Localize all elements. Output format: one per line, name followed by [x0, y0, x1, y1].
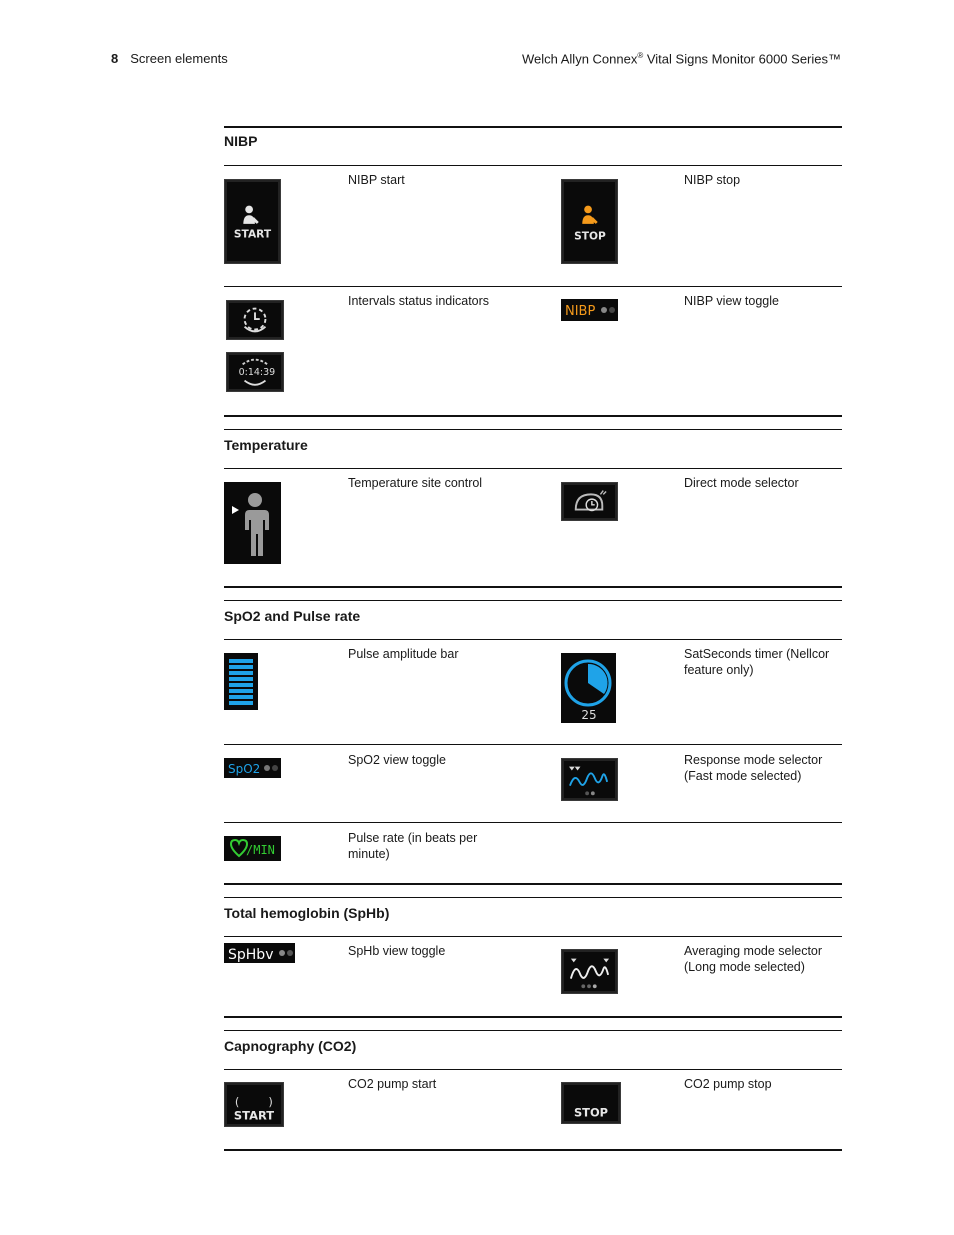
row-rule: [224, 936, 842, 937]
nibp-view-toggle-icon[interactable]: [561, 299, 618, 321]
spo2-toggle-label: SpO2: [228, 762, 261, 776]
stop-label: STOP: [574, 229, 606, 243]
section-title-co2: Capnography (CO2): [224, 1038, 357, 1054]
section-rule: [224, 1016, 842, 1018]
section-name: Screen elements: [130, 51, 228, 66]
desc-spo2-toggle: SpO2 view toggle: [348, 753, 446, 767]
section-rule: [224, 126, 842, 128]
desc-response-mode: Response mode selector (Fast mode selected): [684, 753, 823, 783]
pulse-rate-icon: [224, 836, 281, 861]
section-title-sphb: Total hemoglobin (SpHb): [224, 905, 390, 921]
direct-mode-icon[interactable]: [561, 482, 618, 521]
section-rule: [224, 883, 842, 885]
row-rule: [224, 286, 842, 287]
spo2-view-toggle-icon[interactable]: [224, 758, 281, 778]
sphb-view-toggle-icon[interactable]: [224, 943, 295, 963]
section-rule: [224, 897, 842, 898]
nibp-toggle-label: NIBP: [565, 304, 596, 319]
desc-nibp-stop: NIBP stop: [684, 173, 741, 187]
interval-clock-icon[interactable]: [226, 300, 284, 340]
desc-satseconds: SatSeconds timer (Nellcor feature only): [684, 647, 830, 677]
desc-co2-start: CO2 pump start: [348, 1077, 437, 1091]
desc-direct-mode: Direct mode selector: [684, 476, 799, 490]
row-rule: [224, 744, 842, 745]
page-header-right: [522, 51, 841, 66]
desc-intervals: Intervals status indicators: [348, 294, 490, 308]
section-rule: [224, 1149, 842, 1151]
co2-pump-stop-icon[interactable]: [561, 1082, 621, 1124]
desc-co2-stop: CO2 pump stop: [684, 1077, 772, 1091]
co2-start-label: START: [233, 1108, 275, 1123]
pulse-rate-label: /MIN: [246, 843, 275, 857]
co2-pump-start-icon[interactable]: [224, 1082, 284, 1127]
section-rule: [224, 415, 842, 417]
nibp-stop-icon[interactable]: [561, 179, 618, 264]
nibp-start-icon[interactable]: [224, 179, 281, 264]
section-rule: [224, 586, 842, 588]
page-header-left: [111, 51, 228, 66]
desc-averaging-mode: Averaging mode selector (Long mode selected): [684, 944, 823, 974]
section-rule: [224, 1030, 842, 1031]
svg-text:): ): [268, 1094, 273, 1109]
desc-amplitude-bar: Pulse amplitude bar: [348, 647, 459, 661]
section-title-nibp: NIBP: [224, 133, 258, 149]
row-rule: [224, 468, 842, 469]
section-rule: [224, 600, 842, 601]
satseconds-value: 25: [581, 708, 597, 722]
doc-title: Welch Allyn Connex: [521, 51, 638, 67]
row-rule: [224, 639, 842, 640]
response-mode-icon[interactable]: [561, 758, 618, 801]
registered-mark: ®: [637, 51, 644, 60]
section-rule: [224, 429, 842, 430]
desc-sphb-toggle: SpHb view toggle: [348, 944, 446, 958]
desc-temperature-site: Temperature site control: [348, 476, 483, 490]
pulse-amplitude-bar-icon: [224, 653, 258, 710]
row-rule: [224, 165, 842, 166]
doc-title-rest: Vital Signs Monitor 6000 Series™: [643, 51, 841, 67]
temperature-site-icon[interactable]: [224, 482, 281, 564]
co2-stop-label: STOP: [573, 1105, 609, 1120]
interval-timer-value: 0:14:39: [238, 366, 276, 378]
start-label: START: [233, 227, 272, 241]
averaging-mode-icon[interactable]: [561, 949, 618, 994]
row-rule: [224, 822, 842, 823]
page-number: 8: [111, 51, 119, 66]
section-title-temperature: Temperature: [224, 437, 308, 453]
svg-text:(: (: [234, 1094, 240, 1109]
interval-timer-icon[interactable]: [226, 352, 284, 392]
sphb-toggle-label: SpHbv: [228, 947, 274, 963]
section-title-spo2: SpO2 and Pulse rate: [224, 608, 361, 624]
desc-pulse-rate: Pulse rate (in beats per minute): [348, 831, 478, 861]
satseconds-timer-icon: [561, 653, 616, 723]
row-rule: [224, 1069, 842, 1070]
desc-nibp-toggle: NIBP view toggle: [684, 294, 779, 308]
desc-nibp-start: NIBP start: [348, 173, 405, 187]
